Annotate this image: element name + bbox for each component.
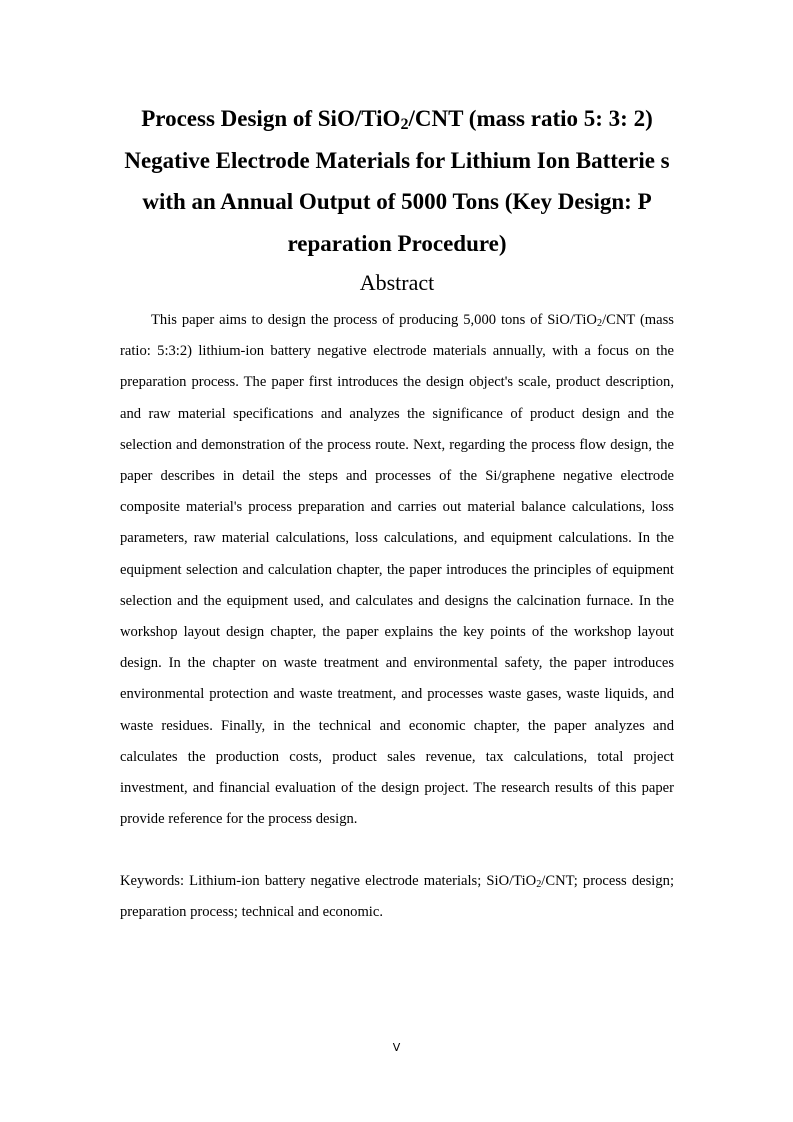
abstract-subscript: 2 [596, 318, 603, 330]
page-number: V [392, 1041, 401, 1054]
title-text-part-1: Process Design of SiO/TiO [141, 106, 401, 131]
keywords-subscript: 2 [536, 879, 542, 891]
keywords-text-part-1: Keywords: Lithium-ion battery negative electrode materials; SiO/TiO [120, 873, 537, 889]
abstract-text-part-1: This paper aims to design the process of producing 5,000 tons of SiO/TiO [151, 312, 597, 328]
abstract-body [120, 305, 674, 835]
keywords-paragraph [120, 866, 674, 928]
abstract-text-part-2: /CNT (mass ratio: 5:3:2) lithium-ion battery negative electrode materials annually, with a focus on the preparation process. The paper first introduces the design object's scale, product description, and raw material specifications and analyzes the significance of product design and the selection and demonstration of the process route. Next, regarding the process flow design, the paper describes in detail the steps and processes of the Si/graphene negative electrode composite material's process preparation and carries out material balance calculations, loss parameters, raw material calculations, loss calculations, and equipment calculations. In the equipment selection and calculation chapter, the paper introduces the principles of equipment selection and the equipment used, and calculates and designs the calcination furnace. In the workshop layout design chapter, the paper explains the key points of the workshop layout design. In the chapter on waste treatment and environmental safety, the paper introduces environmental protection and waste treatment, and processes waste gases, waste liquids, and waste residues. Finally, in the technical and economic chapter, the paper analyzes and calculates the production costs, product sales revenue, tax calculations, total project investment, and financial evaluation of the design project. The research results of this paper provide reference for the process design. [120, 312, 674, 828]
paper-title [120, 98, 674, 264]
abstract-heading: Abstract [359, 270, 435, 295]
title-text-part-2: /CNT (mass ratio 5: 3: 2) Negative Electrode Materials for Lithium Ion Batterie s with an Annual Output of 5000 Tons (Key Design: P reparation Procedure) [124, 106, 670, 256]
title-subscript: 2 [400, 116, 409, 134]
keywords-text-part-2: /CNT; process design; preparation process; technical and economic. [120, 873, 675, 921]
